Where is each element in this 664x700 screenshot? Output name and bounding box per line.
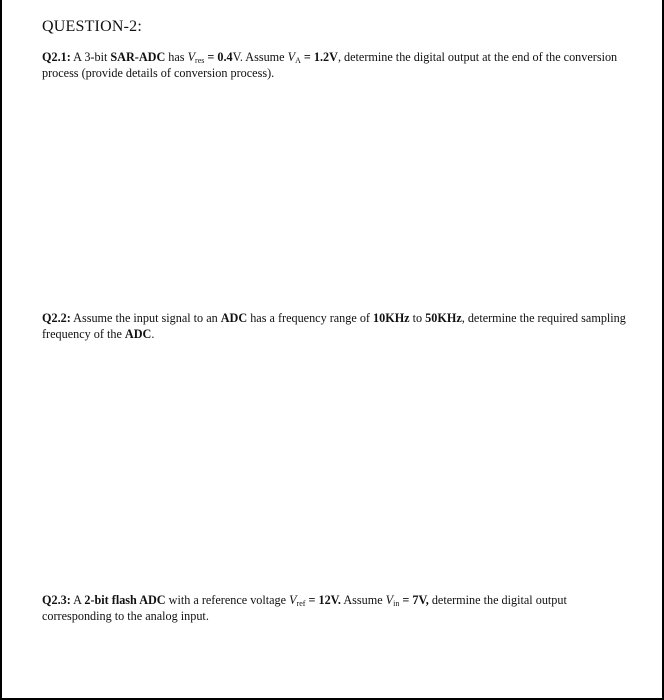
q2-1-va-value: = 1.2V [303,50,338,64]
q2-3-vref-value: = 12V. [308,593,341,607]
q2-2-freq-high: 50KHz [425,311,462,325]
question-2-3 [42,592,632,624]
q2-2-text-5: . [151,327,155,341]
q2-2-adc-1: ADC [220,311,248,325]
q2-1-text-1: A 3-bit [73,50,108,64]
q2-3-text-3: Assume [343,593,383,607]
q2-3-vin-value: = 7V, [402,593,429,607]
q2-3-text-2: with a reference voltage [168,593,287,607]
q2-3-text-4: determine the digital output corresponding to the analog input. [42,593,567,623]
q2-3-flash-adc: 2-bit flash ADC [84,593,166,607]
q2-2-text-4: , determine the required sampling frequency of the [42,311,626,341]
q2-1-vres-value: = 0.4 [207,50,233,64]
q2-1-vres-subscript: res [195,56,205,65]
q2-2-label: Q2.2: [42,311,71,325]
question-2-1 [42,49,632,81]
q2-2-freq-low: 10KHz [373,311,410,325]
q2-1-text-3: V. Assume [232,50,285,64]
q2-3-vin-symbol: V [385,593,394,607]
q2-3-label: Q2.3: [42,593,71,607]
q2-1-text-2: has [168,50,185,64]
q2-1-text-4: , determine the digital output at the end of the conversion process (provide details of conversion process). [42,50,618,80]
q2-2-adc-2: ADC [124,327,152,341]
q2-1-va-subscript: A [295,56,301,65]
q2-2-text-3: to [412,311,423,325]
q2-1-va-symbol: V [287,50,296,64]
q2-2-text-1: Assume the input signal to an [73,311,218,325]
q2-3-vref-subscript: ref [296,599,306,608]
q2-1-sar-adc: SAR-ADC [110,50,166,64]
q2-2-text-2: has a frequency range of [250,311,370,325]
q2-1-vres-symbol: V [187,50,196,64]
q2-1-label: Q2.1: [42,50,71,64]
q2-3-text-1: A [73,593,82,607]
question-2-2 [42,310,632,342]
q2-3-vin-subscript: in [393,599,400,608]
q2-3-vref-symbol: V [289,593,297,607]
question-heading: QUESTION-2: [42,18,142,35]
